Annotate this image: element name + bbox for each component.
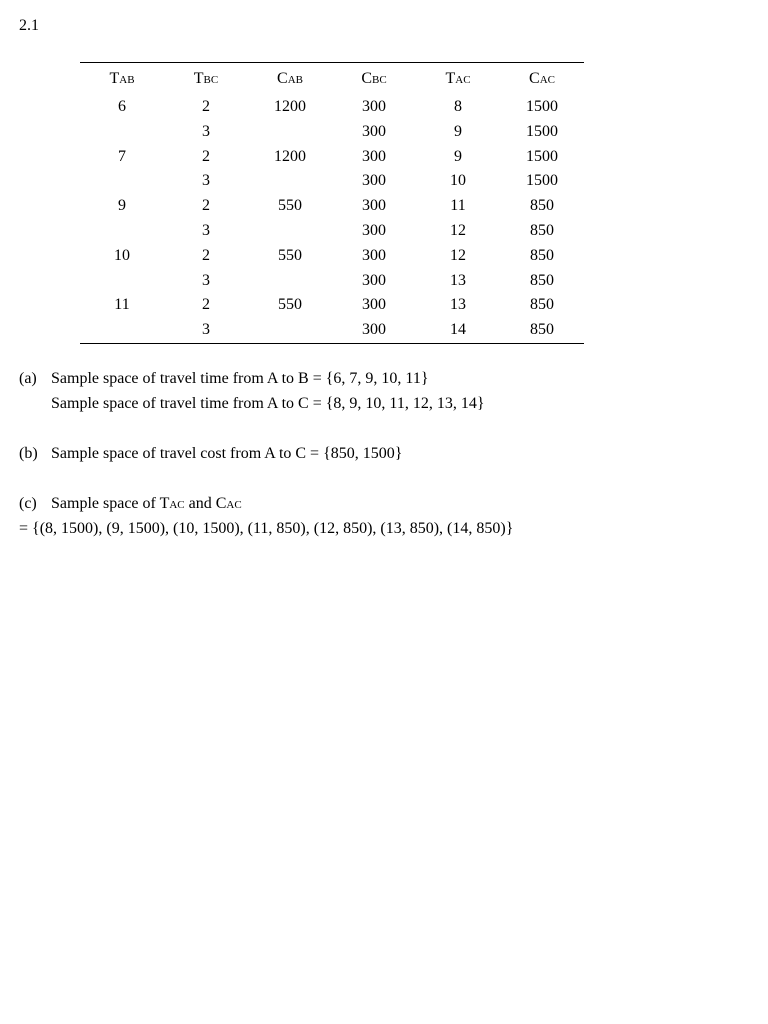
header-c-ac: CAC [529,70,555,87]
cell-c-ac: 850 [530,197,554,215]
cell-t-ab: 7 [118,147,126,165]
answer-b-label: (b) [19,445,38,462]
table-row [80,269,584,294]
cell-t-ac: 9 [454,122,462,140]
cell-t-bc: 2 [202,98,210,115]
cell-t-bc: 3 [202,172,210,190]
cell-c-bc: 300 [362,246,386,264]
cell-c-ac: 1500 [526,122,558,140]
cell-t-ab: 11 [114,296,130,314]
cell-c-bc: 300 [362,321,386,339]
answer-c-label: (c) [19,495,37,512]
answer-c-line1 [19,491,759,516]
table-body [80,95,584,343]
cell-c-ab: 1200 [274,147,306,165]
header-t-ac: TAC [445,70,471,87]
cell-t-ab: 6 [118,98,126,115]
answer-a-label: (a) [19,370,37,387]
cell-t-bc: 2 [202,246,210,264]
cell-t-bc: 3 [202,321,210,339]
cell-t-ac: 13 [450,271,466,289]
answer-c-sub2: AC [226,499,242,511]
cell-c-ab: 550 [278,246,302,264]
cell-t-ab [80,318,164,343]
cell-c-ab [248,219,332,244]
cell-c-bc: 300 [362,296,386,314]
table-header [80,63,584,96]
cell-t-bc: 2 [202,147,210,165]
cell-c-ab: 550 [278,197,302,215]
cell-c-bc: 300 [362,197,386,215]
cell-t-ab [80,219,164,244]
table-row [80,219,584,244]
cell-c-ac: 850 [530,321,554,339]
cell-t-ab [80,169,164,194]
cell-t-ac: 9 [454,147,462,165]
table-row [80,120,584,145]
table-row [80,318,584,343]
cell-t-ac: 11 [450,197,466,215]
cell-c-bc: 300 [362,98,386,115]
cell-c-ac: 850 [530,221,554,239]
answer-b-text1: Sample space of travel cost from A to C = {850, 1500} [51,445,403,462]
header-t-ab: TAB [109,70,135,87]
table-row [80,293,584,318]
table-row [80,169,584,194]
cell-t-bc: 2 [202,296,210,314]
cell-c-ab: 1200 [274,98,306,115]
answer-a-line1 [19,366,759,391]
cell-c-ac: 850 [530,271,554,289]
answer-c-text2: = {(8, 1500), (9, 1500), (10, 1500), (11, 850), (12, 850), (13, 850), (14, 850)} [19,520,514,537]
cell-t-bc: 3 [202,221,210,239]
header-c-bc: CBC [361,70,387,87]
header-t-bc: TBC [193,70,219,87]
cell-c-ac: 850 [530,296,554,314]
table-row [80,95,584,120]
answer-a-text2: Sample space of travel time from A to C = {8, 9, 10, 11, 12, 13, 14} [51,395,485,412]
answer-c-prefix: Sample space of T [51,495,170,512]
cell-t-ac: 14 [450,321,466,339]
answer-a-text1: Sample space of travel time from A to B = {6, 7, 9, 10, 11} [51,370,429,387]
cell-c-ab [248,269,332,294]
answer-c-line2 [19,516,759,541]
cell-t-ab [80,120,164,145]
cell-t-ac: 12 [450,246,466,264]
data-table [80,62,584,344]
cell-c-ab [248,318,332,343]
header-c-ab: CAB [277,70,303,87]
table-row [80,145,584,170]
cell-t-ab [80,269,164,294]
problem-number: 2.1 [19,17,39,34]
cell-t-ab: 9 [118,197,126,215]
cell-t-ac: 10 [450,172,466,190]
answer-c-sub1: AC [169,499,185,511]
cell-c-ac: 1500 [526,147,558,165]
cell-c-bc: 300 [362,271,386,289]
cell-t-ac: 13 [450,296,466,314]
cell-t-ac: 12 [450,221,466,239]
cell-t-bc: 2 [202,197,210,215]
cell-c-ab [248,169,332,194]
cell-t-ab: 10 [114,246,130,264]
header-row [80,63,584,96]
cell-c-ab [248,120,332,145]
table-row [80,194,584,219]
cell-t-bc: 3 [202,122,210,140]
cell-c-bc: 300 [362,122,386,140]
table-row [80,244,584,269]
answer-a-line2 [19,391,759,416]
answer-b-line1 [19,441,759,466]
cell-c-bc: 300 [362,172,386,190]
answer-c-mid: and C [184,495,227,512]
cell-c-ac: 1500 [526,98,558,115]
cell-c-ab: 550 [278,296,302,314]
cell-c-ac: 1500 [526,172,558,190]
cell-t-ac: 8 [454,98,462,115]
cell-t-bc: 3 [202,271,210,289]
cell-c-bc: 300 [362,147,386,165]
cell-c-bc: 300 [362,221,386,239]
cell-c-ac: 850 [530,246,554,264]
answers [19,366,759,541]
